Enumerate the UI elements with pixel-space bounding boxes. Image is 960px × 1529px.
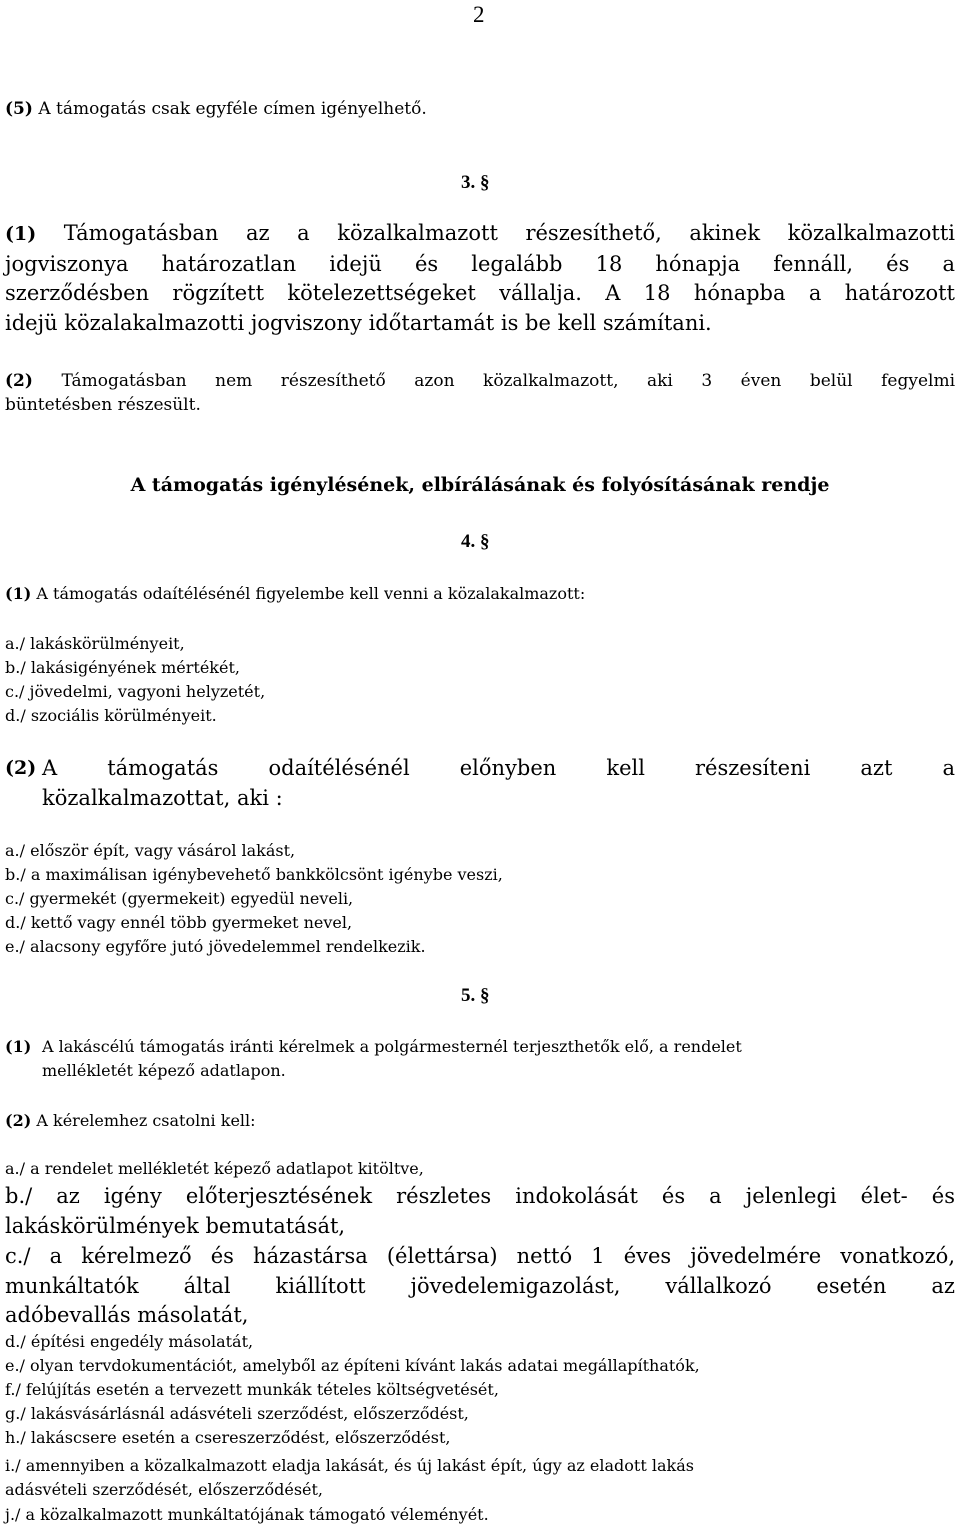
section-5-title: 5. §: [461, 985, 490, 1006]
list-item-text: a közalkalmazott munkáltatójának támogató véleményét.: [25, 1505, 489, 1524]
paragraph-label: (5): [5, 99, 33, 119]
list-item-text: a rendelet mellékletét képező adatlapot kitöltve,: [30, 1159, 424, 1178]
list-item-text: lakásigényének mértékét,: [30, 658, 240, 677]
list-item: [5, 839, 503, 863]
paragraph-text: A támogatás odaítélésénél figyelembe kell venni a közalakalmazott:: [36, 584, 586, 603]
section-5-paragraph-2: [5, 1109, 256, 1133]
paragraph-label: (2): [5, 757, 37, 779]
text-line: adóbevallás másolatát,: [5, 1303, 249, 1327]
list-item: [5, 632, 265, 656]
list-item-j: [5, 1503, 489, 1527]
list-item-text: amennyiben a közalkalmazott eladja lakását, és új lakást épít, úgy az eladott lakás: [25, 1456, 694, 1475]
section-3-title: 3. §: [461, 172, 490, 193]
paragraph-label: (2): [5, 371, 33, 391]
list-item-label: f./: [5, 1380, 21, 1399]
list-item: [5, 1330, 700, 1354]
text-line: jogviszonya határozatlan idejü és legalább 18 hónapja fennáll, és a: [5, 251, 955, 276]
list-item-label: b./: [5, 865, 26, 884]
text-line: idejü közalakalmazotti jogviszony időtartamát is be kell számítani.: [5, 310, 712, 335]
list-item: [5, 863, 503, 887]
text-span: Támogatásban az a közalkalmazott részesíthető, akinek közalkalmazotti: [63, 221, 955, 245]
paragraph-body: [42, 754, 955, 813]
list-item: [5, 1402, 700, 1426]
section-5-paragraph-1: [5, 1035, 742, 1083]
list-item-label: a./: [5, 841, 26, 860]
list-item-c: [5, 1242, 955, 1331]
text-line: A lakáscélú támogatás iránti kérelmek a polgármesternél terjeszthetők elő, a rendelet: [42, 1037, 742, 1056]
hanging-paragraph: [5, 754, 955, 813]
list-item-label: b./: [5, 658, 26, 677]
section-3-paragraph-2: [5, 369, 955, 417]
list-item-text: jövedelmi, vagyoni helyzetét,: [29, 682, 266, 701]
paragraph-text: A kérelemhez csatolni kell:: [36, 1111, 256, 1130]
text-line: c./ a kérelmező és házastársa (élettársa) nettó 1 éves jövedelmére vonatkozó,: [5, 1244, 955, 1268]
paragraph-label: (1): [5, 584, 32, 603]
list-item-label: g./: [5, 1404, 26, 1423]
list-item-text: építési engedély másolatát,: [30, 1332, 254, 1351]
list-item-label: a./: [5, 634, 26, 653]
list-item-label: d./: [5, 1332, 26, 1351]
list-item-text: felújítás esetén a tervezett munkák tételes költségvetését,: [25, 1380, 499, 1399]
text-line: b./ az igény előterjesztésének részletes indokolását és a jelenlegi élet- és: [5, 1184, 955, 1208]
paragraph-label: (1): [5, 223, 37, 245]
paragraph-text: A támogatás csak egyféle címen igényelhető.: [38, 99, 427, 119]
page-number: 2: [473, 2, 485, 27]
paragraph-label: (1): [5, 1037, 32, 1056]
paragraph-5: [5, 97, 427, 121]
text-line: [5, 1454, 694, 1478]
list-item-text: lakáscsere esetén a csereszerződést, előszerződést,: [30, 1428, 451, 1447]
list-item-label: e./: [5, 937, 25, 956]
list-item-label: j./: [5, 1505, 21, 1524]
list-item-text: először épít, vagy vásárol lakást,: [30, 841, 296, 860]
list-item-label: c./: [5, 889, 25, 908]
text-line: mellékletét képező adatlapon.: [42, 1061, 286, 1080]
list-item-text: kettő vagy ennél több gyermeket nevel,: [30, 913, 353, 932]
list-item-text: szociális körülményeit.: [30, 706, 217, 725]
text-span: Támogatásban nem részesíthető azon közalkalmazott, aki 3 éven belül fegyelmi: [61, 371, 956, 391]
section-5-p2-list: [5, 1330, 700, 1450]
section-4-title: 4. §: [461, 531, 490, 552]
list-item: [5, 1354, 700, 1378]
chapter-heading: A támogatás igénylésének, elbírálásának és folyósításának rendje: [130, 474, 830, 496]
text-line: [5, 369, 955, 393]
section-4-p2-list: [5, 839, 503, 959]
text-line: [5, 219, 955, 250]
list-item-i: [5, 1454, 694, 1502]
list-item-b: [5, 1182, 955, 1241]
hanging-paragraph: [5, 1035, 742, 1083]
list-item-text: lakáskörülményeit,: [30, 634, 185, 653]
paragraph-label: (2): [5, 1111, 32, 1130]
list-item: [5, 1426, 700, 1450]
list-item: [5, 704, 265, 728]
list-item-label: d./: [5, 706, 26, 725]
section-3-paragraph-1: [5, 219, 955, 338]
list-item-text: a maximálisan igénybevehető bankkölcsönt igénybe veszi,: [30, 865, 503, 884]
list-item-label: c./: [5, 682, 25, 701]
list-item-label: a./: [5, 1159, 26, 1178]
list-item: [5, 887, 503, 911]
list-item-text: olyan tervdokumentációt, amelyből az építeni kívánt lakás adatai megállapíthatók,: [30, 1356, 700, 1375]
list-item: [5, 935, 503, 959]
text-line: szerződésben rögzített kötelezettségeket vállalja. A 18 hónapba a határozott: [5, 281, 955, 305]
list-item-label: d./: [5, 913, 26, 932]
list-item-text: lakásvásárlásnál adásvételi szerződést, előszerződést,: [30, 1404, 469, 1423]
text-line: lakáskörülmények bemutatását,: [5, 1213, 346, 1238]
list-item-label: i./: [5, 1456, 21, 1475]
section-4-paragraph-1: [5, 582, 585, 606]
list-item: [5, 656, 265, 680]
list-item-text: alacsony egyfőre jutó jövedelemmel rendelkezik.: [30, 937, 426, 956]
list-item-text: gyermekét (gyermekeit) egyedül neveli,: [29, 889, 354, 908]
text-line: A támogatás odaítélésénél előnyben kell részesíteni azt a: [42, 756, 955, 780]
text-line: közalkalmazottat, aki :: [42, 785, 283, 810]
list-item: [5, 1157, 424, 1181]
section-4-p1-list: [5, 632, 265, 728]
list-item: [5, 1378, 700, 1402]
section-4-paragraph-2: [5, 754, 955, 813]
text-line: büntetésben részesült.: [5, 395, 201, 415]
list-item: [5, 680, 265, 704]
text-line: munkáltatók által kiállított jövedelemigazolást, vállalkozó esetén az: [5, 1273, 955, 1298]
list-item: [5, 911, 503, 935]
paragraph-body: [42, 1035, 742, 1083]
list-item-label: h./: [5, 1428, 26, 1447]
text-line: adásvételi szerződését, előszerződését,: [5, 1480, 324, 1499]
list-item-label: e./: [5, 1356, 25, 1375]
